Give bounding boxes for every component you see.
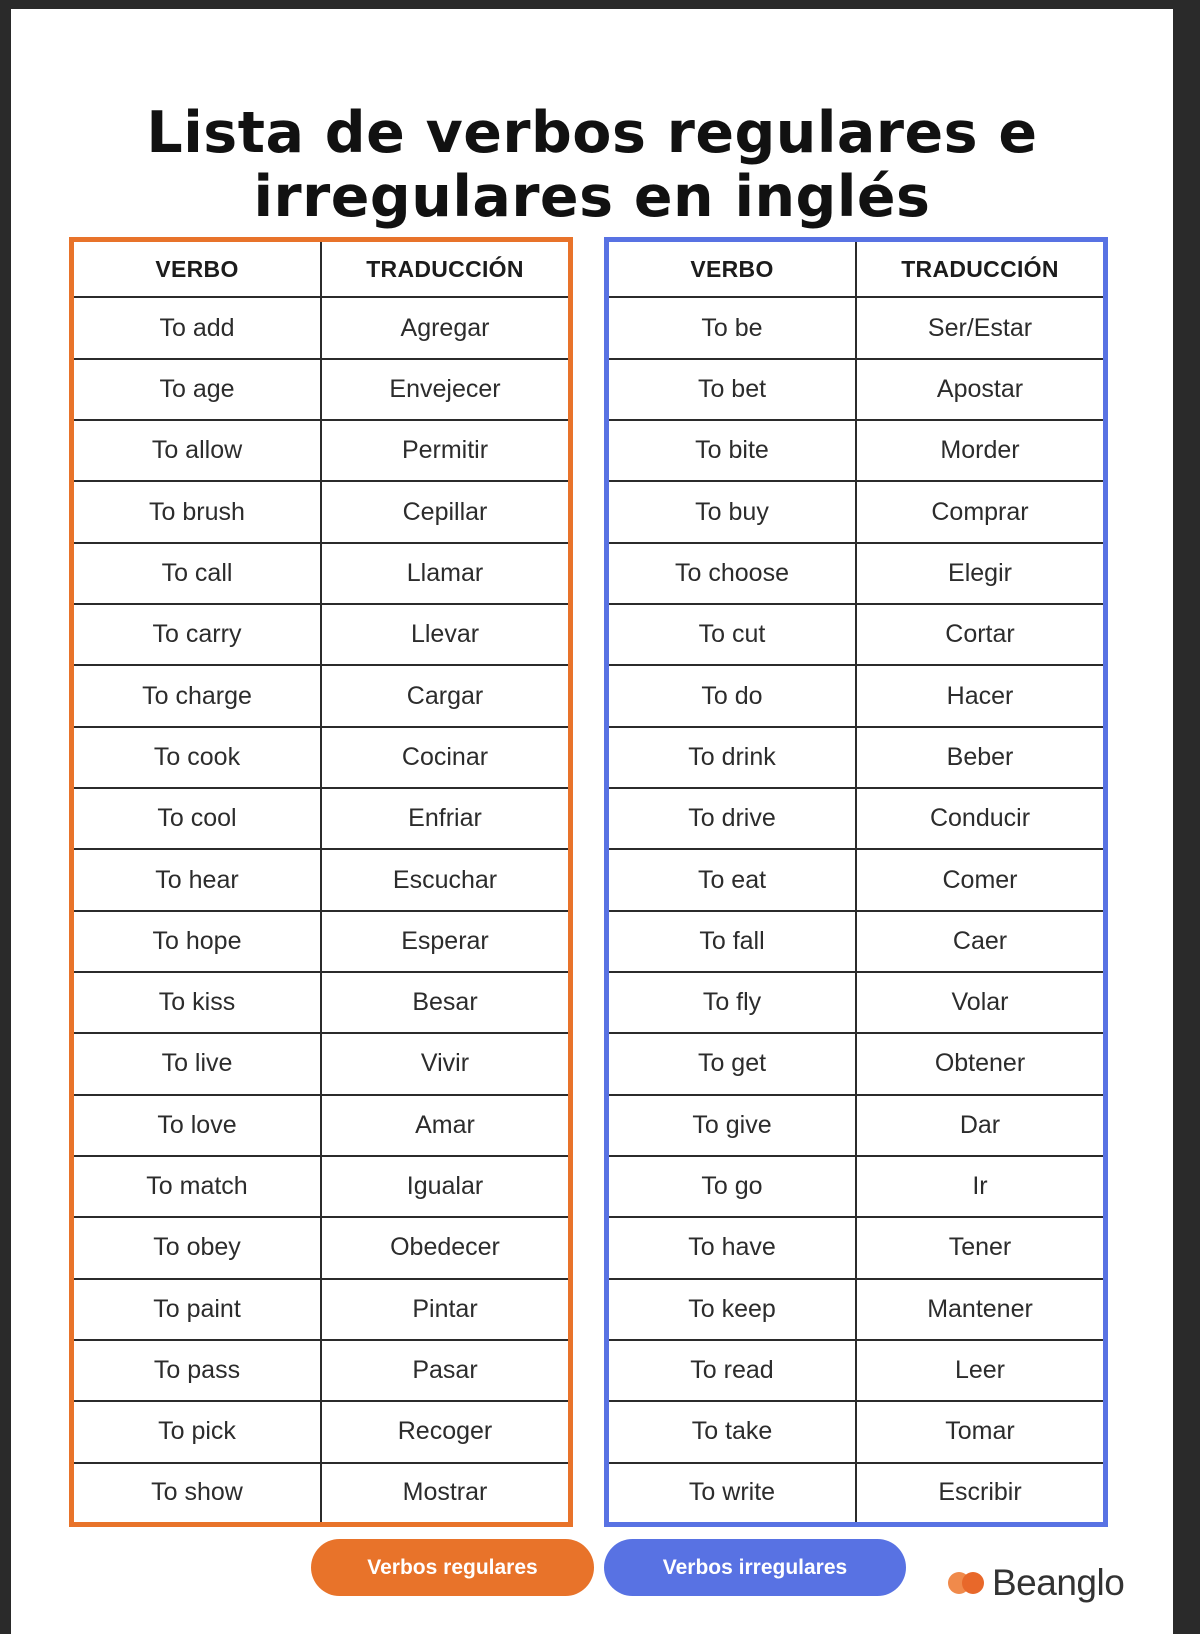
table-row <box>74 788 568 849</box>
translation-cell: Apostar <box>856 359 1103 420</box>
table-row <box>609 849 1103 910</box>
verb-cell: To carry <box>74 604 321 665</box>
table-row <box>609 972 1103 1033</box>
verb-cell: To pick <box>74 1401 321 1462</box>
irregular-verbs-table <box>609 242 1103 1522</box>
translation-cell: Pintar <box>321 1279 568 1340</box>
header-verbo: VERBO <box>74 242 321 297</box>
table-row <box>609 1033 1103 1094</box>
verb-cell: To paint <box>74 1279 321 1340</box>
verb-cell: To have <box>609 1217 856 1278</box>
verb-cell: To age <box>74 359 321 420</box>
table-row <box>609 1217 1103 1278</box>
verb-cell: To love <box>74 1095 321 1156</box>
verb-cell: To keep <box>609 1279 856 1340</box>
verb-cell: To brush <box>74 481 321 542</box>
translation-cell: Conducir <box>856 788 1103 849</box>
table-row <box>609 604 1103 665</box>
translation-cell: Enfriar <box>321 788 568 849</box>
verb-cell: To go <box>609 1156 856 1217</box>
translation-cell: Cargar <box>321 665 568 726</box>
verb-cell: To be <box>609 297 856 358</box>
translation-cell: Morder <box>856 420 1103 481</box>
verb-cell: To obey <box>74 1217 321 1278</box>
verb-cell: To allow <box>74 420 321 481</box>
verb-cell: To get <box>609 1033 856 1094</box>
header-traduccion: TRADUCCIÓN <box>321 242 568 297</box>
header-verbo: VERBO <box>609 242 856 297</box>
verb-cell: To charge <box>74 665 321 726</box>
table-row <box>609 1463 1103 1522</box>
verb-cell: To fall <box>609 911 856 972</box>
table-row <box>74 1463 568 1522</box>
verb-cell: To give <box>609 1095 856 1156</box>
translation-cell: Obtener <box>856 1033 1103 1094</box>
verb-cell: To eat <box>609 849 856 910</box>
beans-logo-icon <box>948 1570 988 1596</box>
verb-cell: To bet <box>609 359 856 420</box>
translation-cell: Pasar <box>321 1340 568 1401</box>
translation-cell: Obedecer <box>321 1217 568 1278</box>
translation-cell: Cortar <box>856 604 1103 665</box>
table-row <box>609 420 1103 481</box>
translation-cell: Cocinar <box>321 727 568 788</box>
table-row <box>74 1401 568 1462</box>
brand-name: Beanglo <box>992 1562 1125 1603</box>
table-row <box>74 972 568 1033</box>
table-row <box>74 1033 568 1094</box>
table-row <box>74 727 568 788</box>
translation-cell: Llamar <box>321 543 568 604</box>
verb-cell: To fly <box>609 972 856 1033</box>
regular-verbs-legend-badge: Verbos regulares <box>311 1539 594 1596</box>
verb-cell: To show <box>74 1463 321 1522</box>
verb-cell: To buy <box>609 481 856 542</box>
verb-cell: To add <box>74 297 321 358</box>
verb-cell: To drive <box>609 788 856 849</box>
translation-cell: Beber <box>856 727 1103 788</box>
verb-cell: To hear <box>74 849 321 910</box>
irregular-verbs-legend-badge: Verbos irregulares <box>604 1539 906 1596</box>
translation-cell: Mantener <box>856 1279 1103 1340</box>
verb-cell: To pass <box>74 1340 321 1401</box>
table-row <box>609 911 1103 972</box>
verb-cell: To drink <box>609 727 856 788</box>
verb-cell: To write <box>609 1463 856 1522</box>
table-row <box>74 420 568 481</box>
translation-cell: Caer <box>856 911 1103 972</box>
verb-cell: To choose <box>609 543 856 604</box>
translation-cell: Vivir <box>321 1033 568 1094</box>
table-row <box>74 359 568 420</box>
table-row <box>609 1095 1103 1156</box>
page-title-line-2: irregulares en inglés <box>253 164 931 231</box>
translation-cell: Escuchar <box>321 849 568 910</box>
table-row <box>74 849 568 910</box>
translation-cell: Permitir <box>321 420 568 481</box>
table-row <box>609 1401 1103 1462</box>
page-title <box>11 101 1173 229</box>
verb-cell: To cool <box>74 788 321 849</box>
translation-cell: Esperar <box>321 911 568 972</box>
translation-cell: Ser/Estar <box>856 297 1103 358</box>
translation-cell: Comprar <box>856 481 1103 542</box>
table-row <box>609 665 1103 726</box>
table-row <box>74 543 568 604</box>
verb-cell: To match <box>74 1156 321 1217</box>
table-header-row <box>609 242 1103 297</box>
table-row <box>74 911 568 972</box>
translation-cell: Besar <box>321 972 568 1033</box>
translation-cell: Leer <box>856 1340 1103 1401</box>
verb-cell: To take <box>609 1401 856 1462</box>
translation-cell: Comer <box>856 849 1103 910</box>
translation-cell: Dar <box>856 1095 1103 1156</box>
table-row <box>74 1156 568 1217</box>
regular-verbs-table-frame <box>69 237 573 1527</box>
verb-cell: To bite <box>609 420 856 481</box>
translation-cell: Envejecer <box>321 359 568 420</box>
table-row <box>609 543 1103 604</box>
translation-cell: Igualar <box>321 1156 568 1217</box>
table-row <box>74 1217 568 1278</box>
brand-logo <box>948 1560 1124 1606</box>
table-row <box>609 359 1103 420</box>
table-row <box>74 481 568 542</box>
table-row <box>74 1095 568 1156</box>
translation-cell: Mostrar <box>321 1463 568 1522</box>
table-row <box>609 788 1103 849</box>
translation-cell: Amar <box>321 1095 568 1156</box>
header-traduccion: TRADUCCIÓN <box>856 242 1103 297</box>
translation-cell: Tener <box>856 1217 1103 1278</box>
page-title-line-1: Lista de verbos regulares e <box>146 100 1038 167</box>
table-row <box>609 297 1103 358</box>
verb-cell: To cut <box>609 604 856 665</box>
table-row <box>609 481 1103 542</box>
table-row <box>74 297 568 358</box>
irregular-verbs-table-frame <box>604 237 1108 1527</box>
verb-cell: To call <box>74 543 321 604</box>
table-row <box>74 1340 568 1401</box>
table-row <box>609 1340 1103 1401</box>
translation-cell: Escribir <box>856 1463 1103 1522</box>
verb-cell: To live <box>74 1033 321 1094</box>
table-row <box>74 604 568 665</box>
table-header-row <box>74 242 568 297</box>
regular-verbs-table <box>74 242 568 1522</box>
table-row <box>74 1279 568 1340</box>
translation-cell: Agregar <box>321 297 568 358</box>
translation-cell: Llevar <box>321 604 568 665</box>
verb-cell: To hope <box>74 911 321 972</box>
translation-cell: Tomar <box>856 1401 1103 1462</box>
table-row <box>609 1156 1103 1217</box>
table-row <box>609 727 1103 788</box>
verb-cell: To read <box>609 1340 856 1401</box>
translation-cell: Volar <box>856 972 1103 1033</box>
document-page <box>11 9 1173 1634</box>
translation-cell: Elegir <box>856 543 1103 604</box>
translation-cell: Cepillar <box>321 481 568 542</box>
translation-cell: Recoger <box>321 1401 568 1462</box>
table-row <box>609 1279 1103 1340</box>
table-row <box>74 665 568 726</box>
translation-cell: Hacer <box>856 665 1103 726</box>
verb-cell: To do <box>609 665 856 726</box>
verb-cell: To cook <box>74 727 321 788</box>
translation-cell: Ir <box>856 1156 1103 1217</box>
verb-cell: To kiss <box>74 972 321 1033</box>
